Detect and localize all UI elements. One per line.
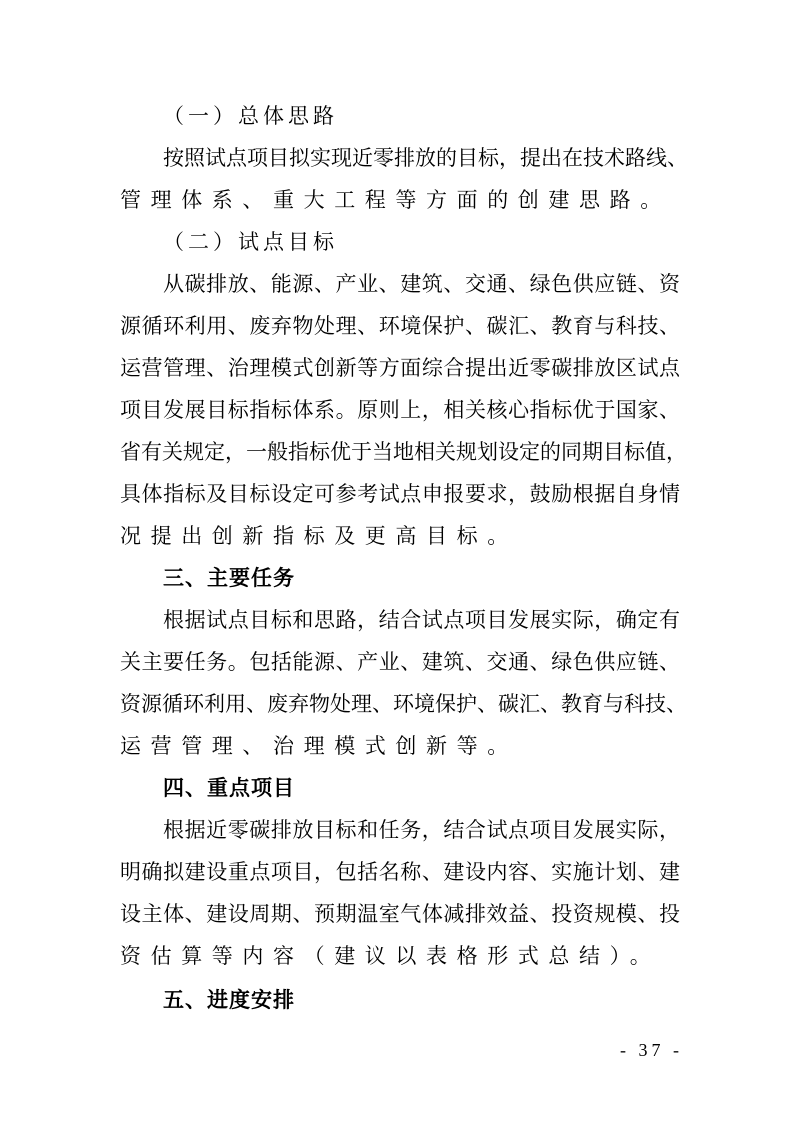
subsection-heading-pilot-goals: （二）试点目标 xyxy=(163,230,338,254)
paragraph-line: 运营管理、治理模式创新等。 xyxy=(120,734,518,758)
paragraph-line: 况提出创新指标及更高目标。 xyxy=(120,524,518,548)
paragraph-line: 资估算等内容（建议以表格形式总结）。 xyxy=(120,944,661,968)
paragraph-line: 从碳排放、能源、产业、建筑、交通、绿色供应链、资 xyxy=(163,272,680,296)
paragraph-line: 根据近零碳排放目标和任务，结合试点项目发展实际， xyxy=(163,818,680,842)
paragraph-line: 按照试点项目拟实现近零排放的目标，提出在技术路线、 xyxy=(163,146,688,170)
paragraph-line: 设主体、建设周期、预期温室气体减排效益、投资规模、投 xyxy=(120,902,680,926)
paragraph-line: 根据试点目标和思路，结合试点项目发展实际，确定有 xyxy=(163,608,680,632)
paragraph-line: 资源循环利用、废弃物处理、环境保护、碳汇、教育与科技、 xyxy=(120,692,687,716)
paragraph-line: 省有关规定，一般指标优于当地相关规划设定的同期目标值， xyxy=(120,440,687,464)
paragraph-line: 关主要任务。包括能源、产业、建筑、交通、绿色供应链、 xyxy=(120,650,680,674)
section-heading-schedule: 五、进度安排 xyxy=(163,988,295,1012)
paragraph-line: 运营管理、治理模式创新等方面综合提出近零碳排放区试点 xyxy=(120,356,680,380)
paragraph-line: 明确拟建设重点项目，包括名称、建设内容、实施计划、建 xyxy=(120,860,680,884)
paragraph-line: 具体指标及目标设定可参考试点申报要求，鼓励根据自身情 xyxy=(120,482,680,506)
subsection-heading-overall-approach: （一）总体思路 xyxy=(163,104,338,128)
paragraph-line: 源循环利用、废弃物处理、环境保护、碳汇、教育与科技、 xyxy=(120,314,680,338)
paragraph-line: 项目发展目标指标体系。原则上，相关核心指标优于国家、 xyxy=(120,398,680,422)
paragraph-line: 管理体系、重大工程等方面的创建思路。 xyxy=(120,188,671,212)
section-heading-key-projects: 四、重点项目 xyxy=(163,776,295,800)
page-number: - 37 - xyxy=(620,1040,683,1060)
section-heading-main-tasks: 三、主要任务 xyxy=(163,566,295,590)
